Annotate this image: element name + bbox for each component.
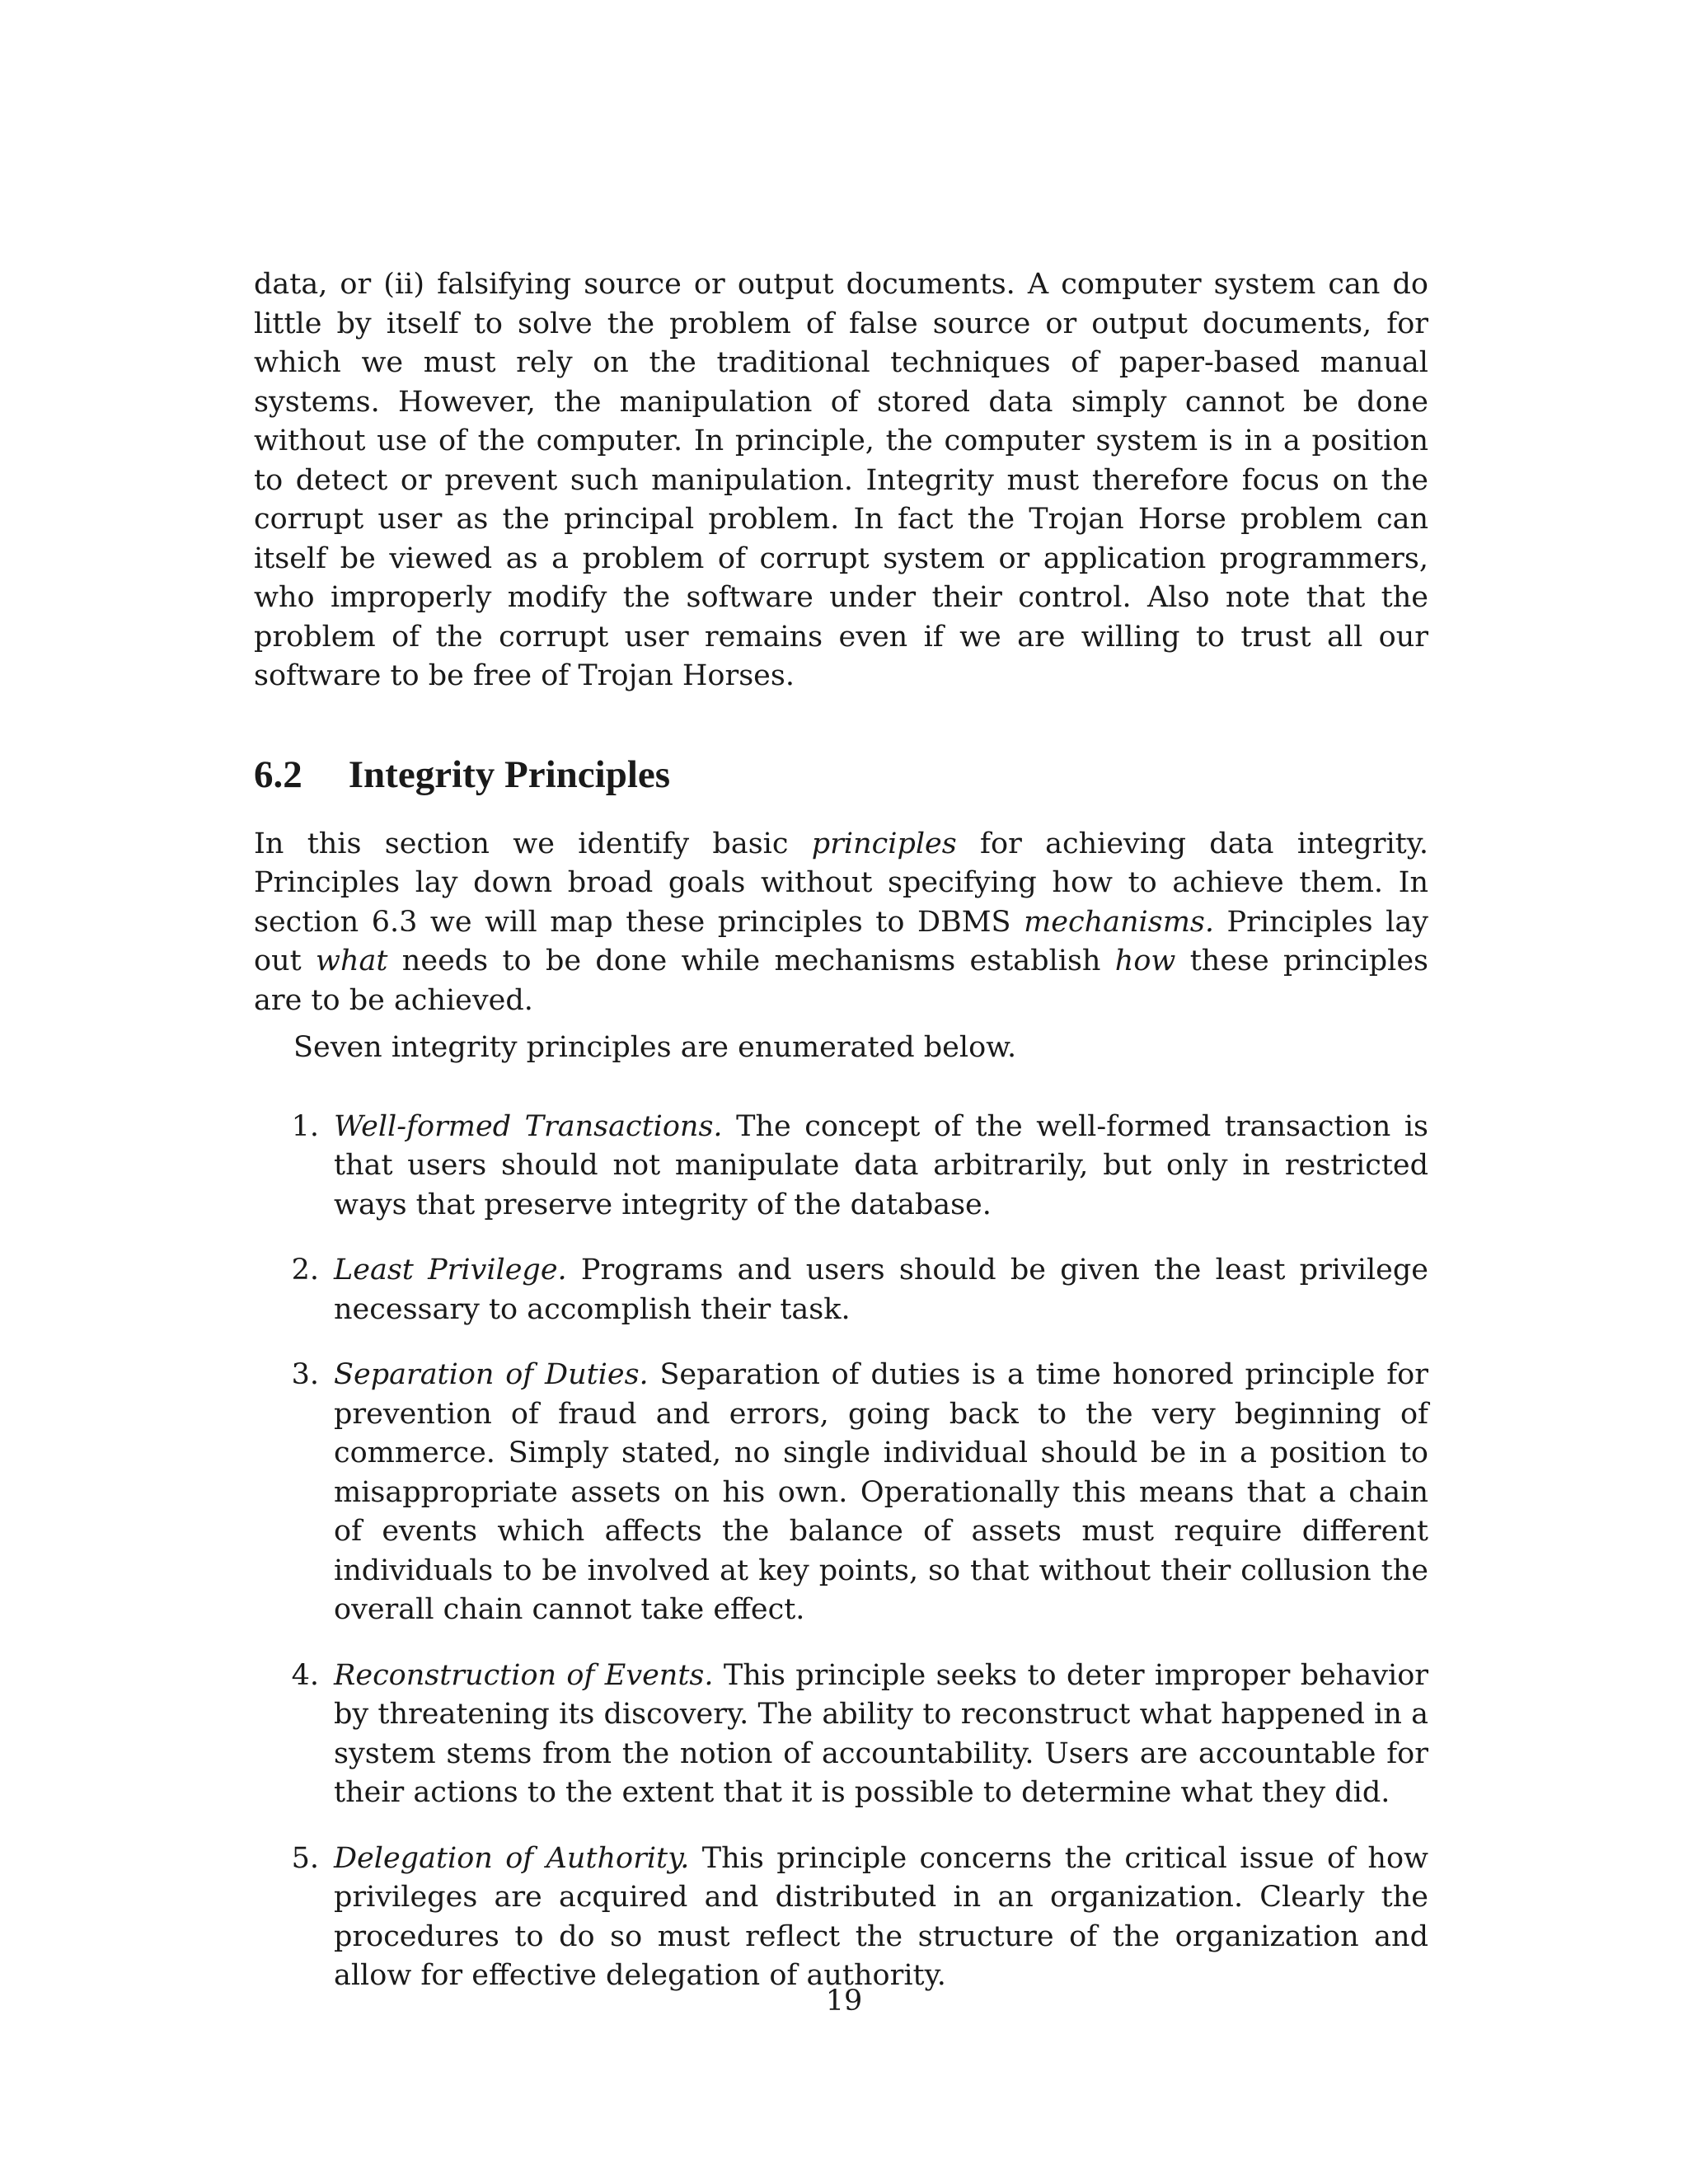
section-number: 6.2 bbox=[254, 752, 302, 796]
list-item-title: Reconstruction of Events. bbox=[334, 1658, 714, 1692]
list-item-title: Separation of Duties. bbox=[334, 1358, 649, 1391]
principles-list bbox=[254, 1108, 1428, 1996]
list-item-text: This principle concerns the critical issue of how privileges are acquired and distributed in an organization. Clearly the procedures to do so must reflect the structure of the organization and allow for effective delegation of authority. bbox=[334, 1841, 1428, 1992]
list-item-title: Least Privilege. bbox=[334, 1254, 567, 1286]
enumeration-intro: Seven integrity principles are enumerated below. bbox=[293, 1031, 1017, 1064]
list-item-number: 4. bbox=[291, 1658, 319, 1692]
section-paragraph-emphasis: how bbox=[1114, 944, 1176, 977]
page-body bbox=[254, 265, 1428, 2022]
list-item-number: 3. bbox=[291, 1358, 319, 1391]
list-item bbox=[254, 1251, 1428, 1329]
list-item bbox=[254, 1108, 1428, 1226]
list-item-body bbox=[334, 1251, 1428, 1329]
list-item-number: 1. bbox=[291, 1109, 319, 1143]
list-item-text: The concept of the well-formed transaction is that users should not manipulate data arbitrarily, but only in restricted ways that preserve integrity of the database. bbox=[334, 1109, 1429, 1221]
section-paragraph-emphasis: mechanisms. bbox=[1024, 905, 1214, 939]
list-item-text: This principle seeks to deter improper behavior by threatening its discovery. The ability to reconstruct what happened in a system stems from the notion of accountability. Users are accountable for their actions to the extent that it is possible to determine what they did. bbox=[334, 1658, 1429, 1809]
section-paragraph bbox=[254, 825, 1428, 1021]
list-item-body bbox=[334, 1657, 1428, 1813]
list-item bbox=[254, 1840, 1428, 1996]
list-item-number: 5. bbox=[291, 1841, 319, 1875]
section-paragraph-text: these principles are to be achieved. bbox=[254, 944, 1428, 1017]
section-paragraph-emphasis: what bbox=[316, 944, 388, 977]
list-item-title: Delegation of Authority. bbox=[334, 1841, 690, 1875]
list-item-body bbox=[334, 1108, 1428, 1226]
list-item-body bbox=[334, 1356, 1428, 1630]
section-paragraph-text: In this section we identify basic bbox=[254, 827, 812, 860]
section-paragraph-text: needs to be done while mechanisms establish bbox=[387, 944, 1115, 977]
section-paragraph-text: Principles lay out bbox=[254, 905, 1429, 977]
section-paragraph-text: for achieving data integrity. Principles lay down broad goals without specifying how to achieve them. In section 6.3 we will map these principles to DBMS bbox=[254, 827, 1428, 939]
section-paragraph-emphasis: principles bbox=[811, 827, 957, 860]
list-item-title: Well-formed Transactions. bbox=[334, 1109, 723, 1143]
list-item-text: Programs and users should be given the least privilege necessary to accomplish their task. bbox=[334, 1254, 1428, 1326]
section-heading bbox=[254, 752, 1428, 797]
list-item-number: 2. bbox=[291, 1254, 319, 1286]
list-item bbox=[254, 1657, 1428, 1813]
intro-paragraph: data, or (ii) falsifying source or output documents. A computer system can do little by itself to solve the problem of false source or output documents, for which we must rely on the traditional techniques of paper-based manual systems. However, the manipulation of stored data simply cannot be done without use of the computer. In principle, the computer system is in a position to detect or prevent such manipulation. Integrity must therefore focus on the corrupt user as the principal problem. In fact the Trojan Horse problem can itself be viewed as a problem of corrupt system or application programmers, who improperly modify the software under their control. Also note that the problem of the corrupt user remains even if we are willing to trust all our software to be free of Trojan Horses. bbox=[254, 268, 1428, 692]
list-item-body bbox=[334, 1840, 1428, 1996]
list-item bbox=[254, 1356, 1428, 1630]
page-number: 19 bbox=[825, 1985, 863, 2018]
section-title: Integrity Principles bbox=[348, 752, 671, 796]
list-item-text: Separation of duties is a time honored principle for prevention of fraud and errors, going back to the very beginning of commerce. Simply stated, no single individual should be in a position to misappropriate assets on his own. Operationally this means that a chain of events which affects the balance of assets must require different individuals to be involved at key points, so that without their collusion the overall chain cannot take effect. bbox=[334, 1358, 1428, 1626]
